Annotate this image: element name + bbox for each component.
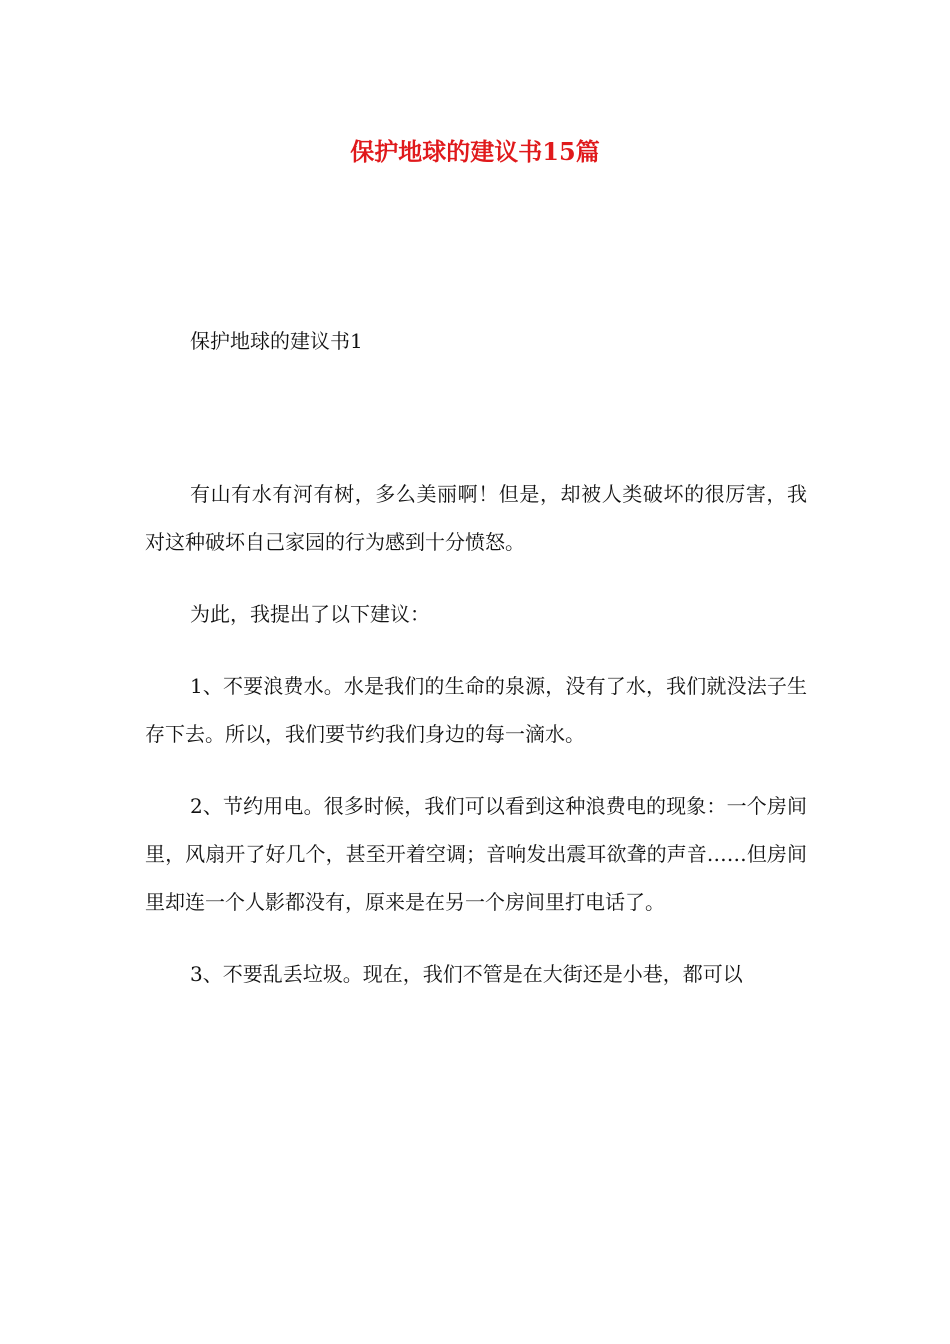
paragraph: 1、不要浪费水。水是我们的生命的泉源，没有了水，我们就没法子生存下去。所以，我们要节约我们身边的每一滴水。 [145,674,807,746]
document-title: 保护地球的建议书15篇 [350,137,600,166]
paragraph: 有山有水有河有树，多么美丽啊！但是，却被人类破坏的很厉害，我对这种破坏自己家园的行为感到十分愤怒。 [145,482,807,554]
paragraph: 2、节约用电。很多时候，我们可以看到这种浪费电的现象：一个房间里，风扇开了好几个，甚至开着空调；音响发出震耳欲聋的声音……但房间里却连一个人影都没有，原来是在另一个房间里打电话了。 [145,794,807,914]
document-body [145,470,807,1022]
section-heading: 保护地球的建议书1 [190,329,363,353]
paragraph: 3、不要乱丢垃圾。现在，我们不管是在大街还是小巷，都可以 [190,962,743,986]
paragraph: 为此，我提出了以下建议： [190,602,430,626]
